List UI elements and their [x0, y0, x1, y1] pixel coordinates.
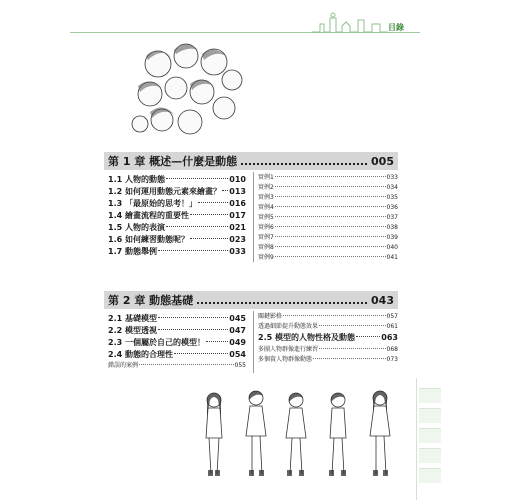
- leader-dots: [275, 176, 386, 177]
- toc-subentry[interactable]: [258, 355, 398, 364]
- leader-dots: [313, 358, 386, 359]
- leader-dots: [190, 238, 228, 239]
- toc-entry[interactable]: [108, 210, 246, 222]
- leader-dots: [319, 325, 386, 326]
- toc-entry-label: 2.2 模型透視: [108, 326, 157, 335]
- leader-dots: [158, 329, 228, 330]
- toc-subentry-page: 035: [386, 194, 398, 201]
- leader-dots: [275, 186, 386, 187]
- toc-entry-page: 045: [229, 314, 246, 323]
- toc-subentry[interactable]: [258, 213, 398, 222]
- toc-entry-page: 021: [229, 223, 246, 232]
- leader-dots: [206, 341, 228, 342]
- toc-subentry[interactable]: [258, 203, 398, 212]
- toc-subentry-label: 實例6: [258, 224, 274, 231]
- toc-entry-label: 2.1 基礎模型: [108, 314, 157, 323]
- toc-subentry[interactable]: [258, 312, 398, 321]
- toc-subentry[interactable]: [258, 233, 398, 242]
- toc-subentry-label: 實例9: [258, 254, 274, 261]
- leader-dots: [197, 302, 367, 304]
- toc-entry[interactable]: [108, 337, 246, 349]
- toc-entry[interactable]: [108, 246, 246, 258]
- toc-subentry-label: 透過細節提升動態效果: [258, 323, 319, 330]
- leader-dots: [275, 206, 386, 207]
- toc-subentry[interactable]: [108, 361, 246, 370]
- toc-entry-label: 1.5 人物的表演: [108, 223, 165, 232]
- toc-entry-label: 2.5 模型的人物性格及動態: [258, 333, 355, 342]
- toc-entry[interactable]: [258, 332, 398, 344]
- standing-characters-illustration: [196, 386, 406, 486]
- column-divider: [253, 311, 254, 373]
- toc-entry-label: 2.3 一個屬於自己的模型！: [108, 338, 205, 347]
- leader-dots: [139, 364, 234, 365]
- toc-subentry[interactable]: [258, 253, 398, 262]
- leader-dots: [222, 190, 228, 191]
- toc-entry-label: 1.2 如何運用動態元素來繪畫？: [108, 187, 221, 196]
- outer-margin: [438, 0, 520, 500]
- toc-entry-page: 016: [229, 199, 246, 208]
- toc-entry[interactable]: [108, 313, 246, 325]
- toc-entry-page: 047: [229, 326, 246, 335]
- toc-entry-page: 010: [229, 175, 246, 184]
- chapter-page-number: 043: [371, 293, 394, 307]
- toc-subentry-page: 037: [386, 214, 398, 221]
- chapter-label: 目錄: [388, 23, 404, 32]
- leader-dots: [166, 226, 228, 227]
- skyline-doodle-icon: [310, 10, 390, 34]
- toc-entry-page: 063: [381, 333, 398, 342]
- toc-subentry-page: 073: [386, 356, 398, 363]
- leader-dots: [275, 216, 386, 217]
- edge-tab: [419, 428, 441, 443]
- toc-subentry[interactable]: [258, 322, 398, 331]
- toc-subentry-label: 實例4: [258, 204, 274, 211]
- toc-subentry-label: 多個資人物群像動態: [258, 356, 313, 363]
- toc-entry-label: 1.4 繪畫流程的重要性: [108, 211, 189, 220]
- toc-entry-label: 1.3 「最原始的思考！」: [108, 199, 197, 208]
- leader-dots: [166, 178, 228, 179]
- toc-entry-page: 017: [229, 211, 246, 220]
- toc-entry-label: 1.7 動態舉例: [108, 247, 157, 256]
- toc-subentry-page: 068: [386, 346, 398, 353]
- toc-subentry-label: 實例2: [258, 184, 274, 191]
- toc-entry[interactable]: [108, 234, 246, 246]
- toc-subentry-label: 實例3: [258, 194, 274, 201]
- toc-entry[interactable]: [108, 222, 246, 234]
- column-divider: [253, 172, 254, 262]
- toc-subentry-page: 041: [386, 254, 398, 261]
- character-group-illustration: [128, 36, 248, 146]
- leader-dots: [158, 250, 228, 251]
- toc-subentry-page: 033: [386, 174, 398, 181]
- toc-subentry-label: 實例8: [258, 244, 274, 251]
- toc-subentry[interactable]: [258, 243, 398, 252]
- leader-dots: [275, 256, 386, 257]
- toc-subentry-page: 061: [386, 323, 398, 330]
- toc-entry-page: 049: [229, 338, 246, 347]
- leader-dots: [158, 317, 228, 318]
- leader-dots: [198, 202, 228, 203]
- toc-entry-label: 1.1 人物的動態: [108, 175, 165, 184]
- toc-entry-page: 033: [229, 247, 246, 256]
- leader-dots: [356, 336, 380, 337]
- toc-entry[interactable]: [108, 349, 246, 361]
- toc-subentry-label: 實例5: [258, 214, 274, 221]
- chapter-1-header[interactable]: [104, 152, 398, 170]
- toc-subentry-label: 錯誤的案例: [108, 362, 139, 369]
- toc-subentry-page: 038: [386, 224, 398, 231]
- toc-subentry-page: 039: [386, 234, 398, 241]
- leader-dots: [283, 315, 386, 316]
- toc-entry-label: 2.4 動態的合理性: [108, 350, 173, 359]
- leader-dots: [241, 163, 367, 165]
- chapter-page-number: 005: [371, 154, 394, 168]
- toc-entry-page: 054: [229, 350, 246, 359]
- toc-subentry-label: 多團人物群像進行練習: [258, 346, 319, 353]
- toc-subentry[interactable]: [258, 173, 398, 182]
- chapter-title: 第 1 章 概述—什麼是動態: [108, 155, 238, 168]
- leader-dots: [319, 348, 386, 349]
- toc-entry[interactable]: [108, 325, 246, 337]
- toc-subentry-page: 055: [234, 362, 246, 369]
- edge-tab: [419, 468, 441, 483]
- toc-entry-label: 1.6 如何練習動態呢？: [108, 235, 189, 244]
- toc-subentry-label: 關鍵影格: [258, 313, 283, 320]
- toc-subentry-page: 034: [386, 184, 398, 191]
- leader-dots: [275, 226, 386, 227]
- toc-entry[interactable]: [108, 186, 246, 198]
- toc-subentry-label: 實例1: [258, 174, 274, 181]
- toc-subentry[interactable]: [258, 223, 398, 232]
- leader-dots: [275, 246, 386, 247]
- toc-subentry[interactable]: [258, 183, 398, 192]
- toc-subentry[interactable]: [258, 193, 398, 202]
- leader-dots: [275, 196, 386, 197]
- edge-tab: [419, 448, 441, 463]
- toc-subentry-page: 040: [386, 244, 398, 251]
- edge-tab: [419, 408, 441, 423]
- edge-tab: [419, 388, 441, 403]
- toc-subentry-label: 實例7: [258, 234, 274, 241]
- toc-entry-page: 013: [229, 187, 246, 196]
- page-edge-tabs: [416, 378, 443, 500]
- chapter-2-header[interactable]: [104, 291, 398, 309]
- toc-entry[interactable]: [108, 198, 246, 210]
- chapter-title: 第 2 章 動態基礎: [108, 294, 194, 307]
- toc-subentry-page: 036: [386, 204, 398, 211]
- toc-entry[interactable]: [108, 174, 246, 186]
- toc-subentry[interactable]: [258, 345, 398, 354]
- leader-dots: [174, 353, 228, 354]
- toc-entry-page: 023: [229, 235, 246, 244]
- toc-subentry-page: 057: [386, 313, 398, 320]
- leader-dots: [190, 214, 228, 215]
- leader-dots: [275, 236, 386, 237]
